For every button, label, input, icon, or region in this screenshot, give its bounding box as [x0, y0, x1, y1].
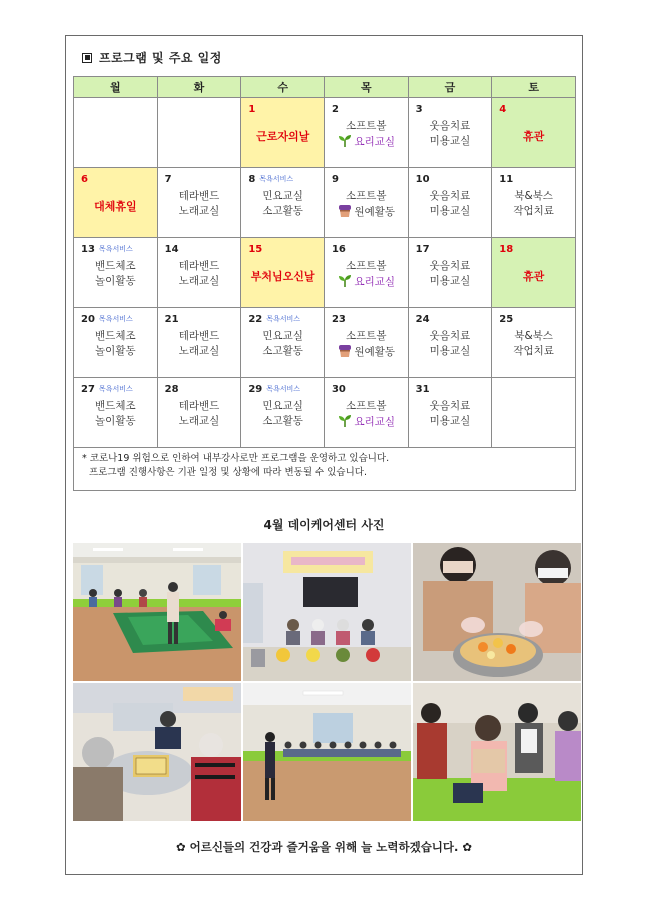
program-label: 북&북스 [514, 330, 553, 342]
weekday-tue: 화 [157, 77, 241, 98]
calendar-week-3 [74, 238, 576, 308]
calendar-cell-11 [492, 168, 576, 238]
calendar-cell-4 [492, 98, 576, 168]
day-number: 27 목욕서비스 [81, 384, 133, 395]
program-label: 미용교실 [429, 275, 471, 287]
calendar-cell-empty [492, 378, 576, 448]
program-label: 소프트볼 [346, 330, 387, 342]
calendar-cell-22 [241, 308, 325, 378]
program-label: 미용교실 [429, 205, 471, 217]
weekday-fri: 금 [408, 77, 492, 98]
program-label: 웃음치료 [429, 330, 471, 342]
day-number: 7 [164, 174, 172, 185]
program-label: 작업치료 [513, 345, 554, 357]
day-number: 8 목욕서비스 [248, 174, 294, 185]
program-label: 밴드체조 [95, 330, 136, 342]
day-number: 14 [164, 244, 179, 255]
program-label: 요리교실 [354, 136, 396, 148]
program-label: 요리교실 [354, 416, 396, 428]
program-label: 북&북스 [514, 190, 553, 202]
program-label: 민요교실 [262, 190, 303, 202]
calendar-cell-17 [408, 238, 492, 308]
flower-pot-icon [338, 204, 352, 217]
calendar-week-4 [74, 308, 576, 378]
calendar-cell-empty [74, 98, 158, 168]
square-bullet-icon [82, 53, 92, 63]
day-number: 3 [415, 104, 423, 115]
calendar-cell-28 [157, 378, 241, 448]
program-label: 웃음치료 [429, 190, 471, 202]
photo-group-exercise [243, 683, 411, 821]
photo-board-game [73, 683, 241, 821]
day-number: 10 [415, 174, 430, 185]
day-number: 20 목욕서비스 [81, 314, 133, 325]
day-number: 21 [164, 314, 179, 325]
calendar-note-row [74, 448, 576, 491]
note-line: 프로그램 진행사항은 기관 일정 및 상황에 따라 변동될 수 있습니다. [89, 467, 367, 478]
program-label: 테라밴드 [178, 260, 220, 272]
calendar-cell-7 [157, 168, 241, 238]
day-number: 29 목욕서비스 [248, 384, 301, 395]
program-label: 테라밴드 [178, 330, 220, 342]
weekday-wed: 수 [241, 77, 325, 98]
calendar-cell-15 [241, 238, 325, 308]
program-label: 밴드체조 [95, 260, 136, 272]
calendar-cell-25 [492, 308, 576, 378]
program-label: 테라밴드 [178, 400, 220, 412]
program-label: 테라밴드 [178, 190, 220, 202]
day-number: 6 [81, 174, 88, 185]
bath-service-tag: 목욕서비스 [98, 245, 133, 253]
program-label: 밴드체조 [95, 400, 136, 412]
bath-service-tag: 목욕서비스 [266, 385, 301, 393]
program-label: 노래교실 [178, 275, 220, 287]
calendar-cell-20 [74, 308, 158, 378]
calendar-week-1 [74, 98, 576, 168]
photo-birthday-party [243, 543, 411, 681]
program-label: 노래교실 [178, 345, 220, 357]
day-number: 9 [331, 174, 339, 185]
closed-label: 휴관 [523, 130, 545, 143]
day-number: 24 [415, 314, 430, 325]
schedule-calendar [73, 76, 576, 491]
program-label: 소프트볼 [346, 120, 387, 132]
program-label: 요리교실 [354, 276, 396, 288]
program-label: 놀이활동 [95, 415, 136, 427]
flower-pot-icon [338, 344, 352, 357]
day-number: 1 [248, 104, 256, 115]
calendar-cell-3 [408, 98, 492, 168]
calendar-cell-27 [74, 378, 158, 448]
newsletter-page [65, 35, 583, 875]
program-label: 미용교실 [429, 135, 471, 147]
program-label: 소프트볼 [346, 400, 387, 412]
calendar-cell-24 [408, 308, 492, 378]
calendar-cell-1 [241, 98, 325, 168]
program-label: 소고활동 [262, 345, 303, 357]
day-number: 11 [499, 174, 514, 185]
closed-label: 휴관 [523, 270, 545, 283]
calendar-cell-6 [74, 168, 158, 238]
day-number: 18 [499, 244, 514, 255]
photo-section-title: 4월 데이케어센터 사진 [263, 518, 385, 532]
weekday-sat: 토 [492, 77, 576, 98]
calendar-week-5 [74, 378, 576, 448]
calendar-cell-empty [157, 98, 241, 168]
bath-service-tag: 목욕서비스 [259, 175, 294, 183]
calendar-cell-30 [324, 378, 408, 448]
calendar-cell-8 [241, 168, 325, 238]
program-label: 소고활동 [262, 415, 303, 427]
bath-service-tag: 목욕서비스 [98, 315, 133, 323]
day-number: 28 [164, 384, 179, 395]
sprout-icon [338, 274, 352, 287]
day-number: 2 [331, 104, 339, 115]
program-label: 미용교실 [429, 345, 471, 357]
program-label: 미용교실 [429, 415, 471, 427]
program-label: 소프트볼 [346, 260, 387, 272]
program-label: 작업치료 [513, 205, 554, 217]
weekday-thu: 목 [324, 77, 408, 98]
day-number: 15 [248, 244, 263, 255]
calendar-cell-23 [324, 308, 408, 378]
holiday-label: 대체휴일 [94, 200, 137, 213]
holiday-label: 근로자의날 [256, 130, 310, 143]
calendar-cell-31 [408, 378, 492, 448]
day-number: 23 [331, 314, 346, 325]
bath-service-tag: 목욕서비스 [266, 315, 301, 323]
photo-seated-activity [413, 683, 581, 821]
sprout-icon [338, 414, 352, 427]
photo-grid [73, 543, 581, 819]
sprout-icon [338, 134, 352, 147]
calendar-cell-13 [74, 238, 158, 308]
program-label: 웃음치료 [429, 120, 471, 132]
closing-message: ✿ 어르신들의 건강과 즐거움을 위해 늘 노력하겠습니다. ✿ [175, 840, 473, 854]
program-label: 노래교실 [178, 205, 220, 217]
section-title: 프로그램 및 주요 일정 [82, 49, 222, 66]
program-label: 놀이활동 [95, 275, 136, 287]
program-label: 소고활동 [262, 205, 303, 217]
weekday-header-row [74, 77, 576, 98]
calendar-cell-2 [324, 98, 408, 168]
day-number: 31 [415, 384, 430, 395]
calendar-cell-16 [324, 238, 408, 308]
weekday-mon: 월 [74, 77, 158, 98]
note-line: * 코로나19 위험으로 인하여 내부강사로만 프로그램을 운영하고 있습니다. [82, 453, 390, 464]
calendar-cell-18 [492, 238, 576, 308]
program-label: 놀이활동 [95, 345, 136, 357]
day-number: 16 [331, 244, 346, 255]
day-number: 4 [499, 104, 507, 115]
calendar-cell-21 [157, 308, 241, 378]
program-label: 원예활동 [354, 346, 396, 358]
program-label: 민요교실 [262, 330, 303, 342]
program-note [74, 448, 576, 491]
program-label: 노래교실 [178, 415, 220, 427]
day-number: 30 [331, 384, 346, 395]
calendar-cell-9 [324, 168, 408, 238]
calendar-cell-10 [408, 168, 492, 238]
program-label: 웃음치료 [429, 260, 471, 272]
day-number: 22 목욕서비스 [248, 314, 301, 325]
program-label: 소프트볼 [346, 190, 387, 202]
calendar-week-2 [74, 168, 576, 238]
program-label: 웃음치료 [429, 400, 471, 412]
program-label: 민요교실 [262, 400, 303, 412]
calendar-cell-29 [241, 378, 325, 448]
day-number: 25 [499, 314, 514, 325]
photo-cooking-class [413, 543, 581, 681]
holiday-label: 부처님오신날 [250, 270, 315, 283]
program-label: 원예활동 [354, 206, 396, 218]
day-number: 17 [415, 244, 430, 255]
bath-service-tag: 목욕서비스 [98, 385, 133, 393]
photo-floor-game [73, 543, 241, 681]
day-number: 13 목욕서비스 [81, 244, 133, 255]
calendar-cell-14 [157, 238, 241, 308]
